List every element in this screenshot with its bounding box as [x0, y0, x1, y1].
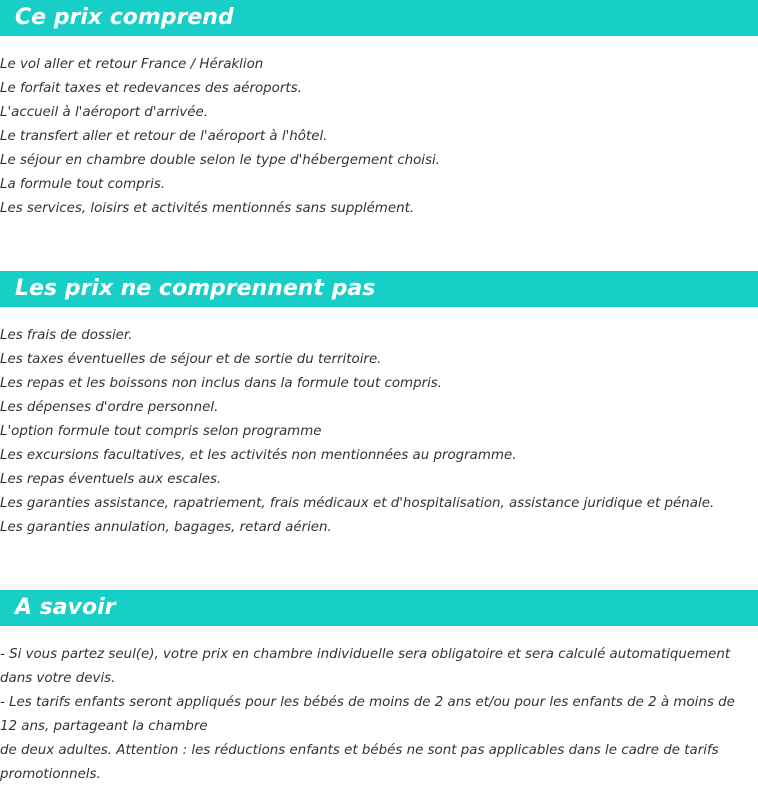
- list-item: Les taxes éventuelles de séjour et de sortie du territoire.: [0, 352, 382, 367]
- list-item: Le forfait taxes et redevances des aéroports.: [0, 81, 302, 96]
- list-item: Les repas éventuels aux escales.: [0, 472, 222, 487]
- list-item: Les garanties assistance, rapatriement, frais médicaux et d'hospitalisation, assistance juridique et pénale.: [0, 496, 715, 511]
- price-includes-list: [0, 53, 758, 221]
- list-item: Les dépenses d'ordre personnel.: [0, 400, 219, 415]
- list-item: La formule tout compris.: [0, 177, 166, 192]
- section-header-price-includes: Ce prix comprend: [0, 0, 758, 36]
- list-item: Le vol aller et retour France / Héraklion: [0, 57, 264, 72]
- list-item: L'option formule tout compris selon programme: [0, 424, 322, 439]
- list-item: Les services, loisirs et activités mentionnés sans supplément.: [0, 201, 415, 216]
- price-excludes-list: [0, 324, 758, 540]
- note-paragraph: - Si vous partez seul(e), votre prix en chambre individuelle sera obligatoire et sera calculé automatiquement dans votre devis.: [0, 647, 731, 686]
- list-item: Le transfert aller et retour de l'aéroport à l'hôtel.: [0, 129, 328, 144]
- note-paragraph: - Les tarifs enfants seront appliqués pour les bébés de moins de 2 ans et/ou pour les enfants de 2 à moins de 12 ans, partageant la chambre: [0, 695, 735, 734]
- list-item: Les frais de dossier.: [0, 328, 133, 343]
- list-item: L'accueil à l'aéroport d'arrivée.: [0, 105, 208, 120]
- list-item: Les repas et les boissons non inclus dans la formule tout compris.: [0, 376, 443, 391]
- section-header-price-excludes: Les prix ne comprennent pas: [0, 271, 758, 307]
- good-to-know-notes: [0, 643, 755, 787]
- list-item: Le séjour en chambre double selon le type d'hébergement choisi.: [0, 153, 440, 168]
- section-header-good-to-know: A savoir: [0, 590, 758, 626]
- list-item: Les garanties annulation, bagages, retard aérien.: [0, 520, 332, 535]
- list-item: Les excursions facultatives, et les activités non mentionnées au programme.: [0, 448, 517, 463]
- note-paragraph: de deux adultes. Attention : les réductions enfants et bébés ne sont pas applicables dans le cadre de tarifs promotionnels.: [0, 743, 719, 782]
